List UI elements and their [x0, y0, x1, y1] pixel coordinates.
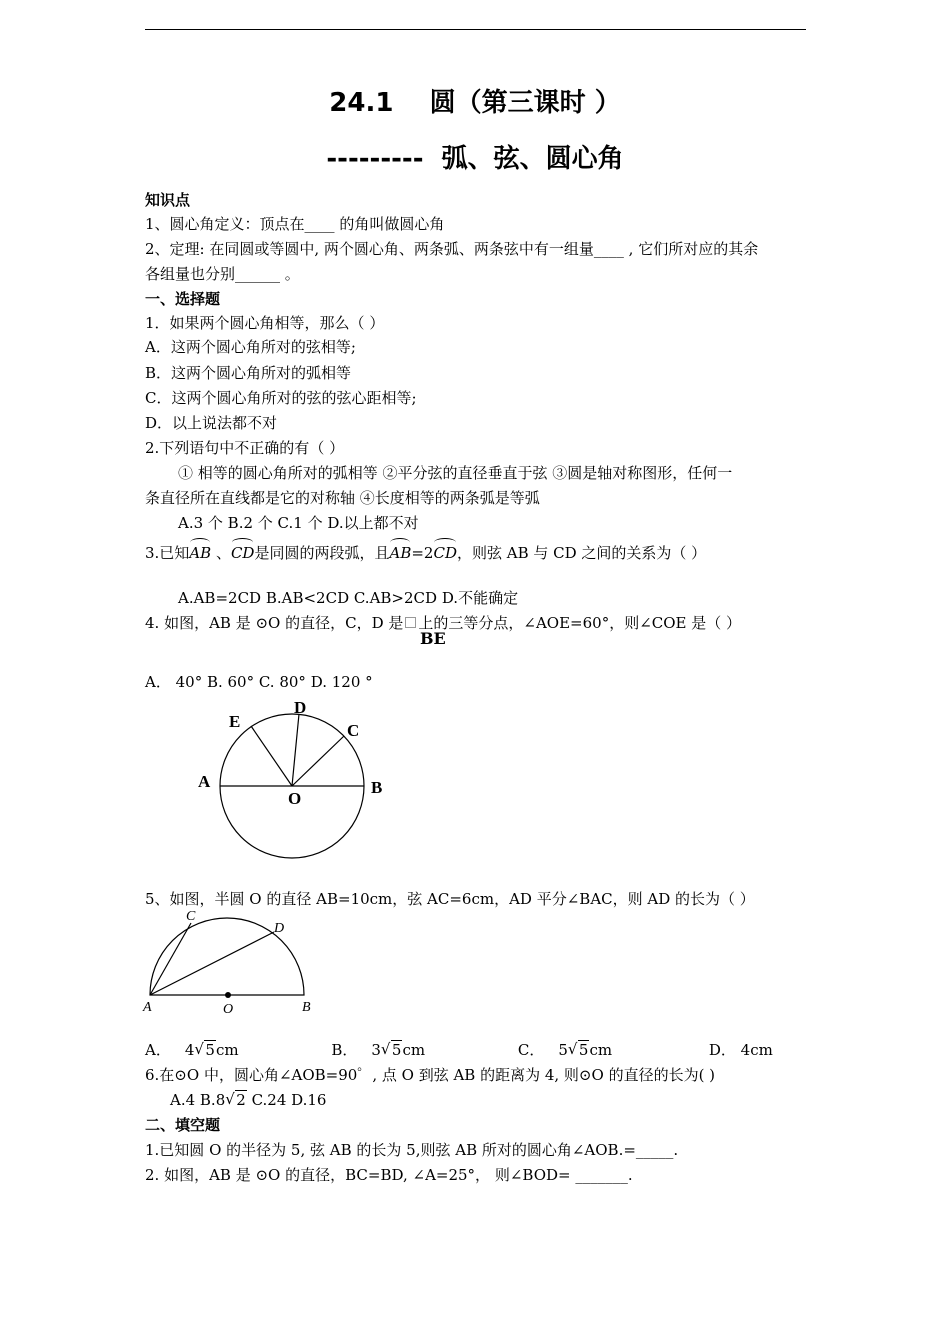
q5-option-b-radicand: 5: [391, 1041, 402, 1059]
knowledge-item-2a: 2、定理: 在同圆或等圆中, 两个圆心角、两条弧、两条弦中有一组量____ , 它们所对应的其余: [145, 240, 759, 258]
q3-text-5: ，则弦 AB 与 CD 之间的关系为（ ）: [456, 544, 707, 562]
q3-text-1: 3.已知: [145, 544, 190, 562]
label-o: O: [288, 789, 302, 808]
q5-option-d: D． 4cm: [708, 1041, 773, 1059]
label-c: C: [347, 721, 360, 740]
section-choice-heading: 一、选择题: [145, 290, 221, 308]
q1-option-b: B．这两个圆心角所对的弧相等: [145, 364, 352, 382]
section-fill-heading: 二、填空题: [145, 1116, 221, 1134]
q5-option-a-coef: 4: [184, 1041, 195, 1059]
header-rule: [145, 29, 806, 30]
sqrt-icon: [225, 1090, 247, 1110]
q2-stem: 2.下列语句中不正确的有（ ）: [145, 439, 345, 457]
arc-cd: CD: [230, 544, 255, 562]
q6-options: [170, 1090, 326, 1110]
radius-od: [292, 714, 299, 786]
q5-options: [145, 1040, 773, 1060]
page-title: 24.1 圆（第三课时 ）: [329, 88, 621, 118]
q5-option-a-label: A．: [145, 1041, 171, 1059]
label-b: B: [371, 778, 383, 797]
radius-oc: [292, 736, 344, 786]
arc-cd-2: CD: [433, 544, 457, 562]
q6-options-text-2: C.24 D.16: [246, 1091, 327, 1109]
label-o: O: [223, 1002, 234, 1017]
fill-question-2: 2. 如图，AB 是 ⊙O 的直径，BC=BD, ∠A=25°， 则∠BOD= _______.: [145, 1166, 633, 1184]
q5-stem: 5、如图，半圆 O 的直径 AB=10cm，弦 AC=6cm，AD 平分∠BAC，则 AD 的长为（ ）: [145, 890, 755, 908]
sqrt-icon: [194, 1040, 216, 1060]
q5-option-b-unit: cm: [402, 1041, 426, 1059]
page-subtitle: --------- 弧、弦、圆心角: [326, 144, 624, 174]
label-a: A: [198, 772, 211, 791]
q1-option-d: D．以上说法都不对: [145, 414, 278, 432]
label-d: D: [274, 921, 285, 936]
radius-oe: [251, 726, 292, 786]
q6-options-text-1: A.4 B.8: [170, 1091, 226, 1109]
arc-ab: AB: [189, 544, 212, 562]
q5-option-c-coef: 5: [558, 1041, 568, 1059]
sqrt-icon: [381, 1040, 403, 1060]
placeholder-box-icon: [405, 617, 416, 628]
q5-option-a-radicand: 5: [205, 1041, 215, 1059]
q2-body-1: ① 相等的圆心角所对的弧相等 ②平分弦的直径垂直于弦 ③圆是轴对称图形，任何一: [178, 464, 733, 482]
q5-option-b-label: B．: [331, 1041, 358, 1059]
q3-stem: [145, 543, 706, 563]
arc-ab-2: AB: [389, 544, 412, 562]
q4-options: A． 40° B. 60° C. 80° D. 120 °: [145, 673, 373, 691]
q2-body-2: 条直径所在直线都是它的对称轴 ④长度相等的两条弧是等弧: [145, 489, 540, 507]
q6-stem: 6.在⊙O 中，圆心角∠AOB=90゜, 点 O 到弦 AB 的距离为 4, 则⊙O 的直径的长为( ): [145, 1066, 716, 1084]
q3-text-4: =2: [411, 544, 434, 562]
q3-text-3: 是同圆的两段弧，且: [254, 544, 390, 562]
knowledge-heading: 知识点: [145, 191, 191, 209]
q4-text-1: 4. 如图，AB 是 ⊙O 的直径，C，D 是: [145, 614, 404, 632]
q1-option-c: C．这两个圆心角所对的弦的弦心距相等;: [145, 389, 417, 407]
label-a: A: [143, 1000, 152, 1015]
label-d: D: [294, 698, 307, 717]
q4-arc-label: BE: [420, 629, 446, 648]
center-point-o: [225, 992, 231, 998]
q4-text-2: 上的三等分点，∠AOE=60°，则∠COE 是（ ）: [418, 614, 742, 632]
q5-option-c-label: C．: [517, 1041, 545, 1059]
q3-options: A.AB=2CD B.AB<2CD C.AB>2CD D.不能确定: [178, 589, 519, 607]
knowledge-item-1: 1、圆心角定义：顶点在____ 的角叫做圆心角: [145, 215, 445, 233]
knowledge-item-2b: 各组量也分别______ 。: [145, 265, 300, 283]
label-c: C: [186, 909, 196, 924]
q5-option-c-unit: cm: [589, 1041, 613, 1059]
sqrt-icon: [568, 1040, 590, 1060]
q2-options: A.3 个 B.2 个 C.1 个 D.以上都不对: [178, 514, 419, 532]
q1-option-a: A．这两个圆心角所对的弦相等;: [145, 338, 356, 356]
q5-option-a-unit: cm: [215, 1041, 239, 1059]
q4-circle-figure: [190, 695, 400, 870]
q3-text-2: 、: [211, 544, 231, 562]
q1-stem: 1．如果两个圆心角相等，那么（ ）: [145, 314, 385, 332]
q6-option-b-radicand: 2: [236, 1091, 246, 1109]
label-e: E: [229, 712, 241, 731]
label-b: B: [302, 1000, 311, 1015]
q5-option-b-coef: 3: [371, 1041, 381, 1059]
fill-question-1: 1.已知圆 O 的半径为 5, 弦 AB 的长为 5,则弦 AB 所对的圆心角∠AOB.=_____.: [145, 1141, 679, 1159]
q5-semicircle-figure: [140, 905, 325, 1020]
q5-option-c-radicand: 5: [578, 1041, 589, 1059]
